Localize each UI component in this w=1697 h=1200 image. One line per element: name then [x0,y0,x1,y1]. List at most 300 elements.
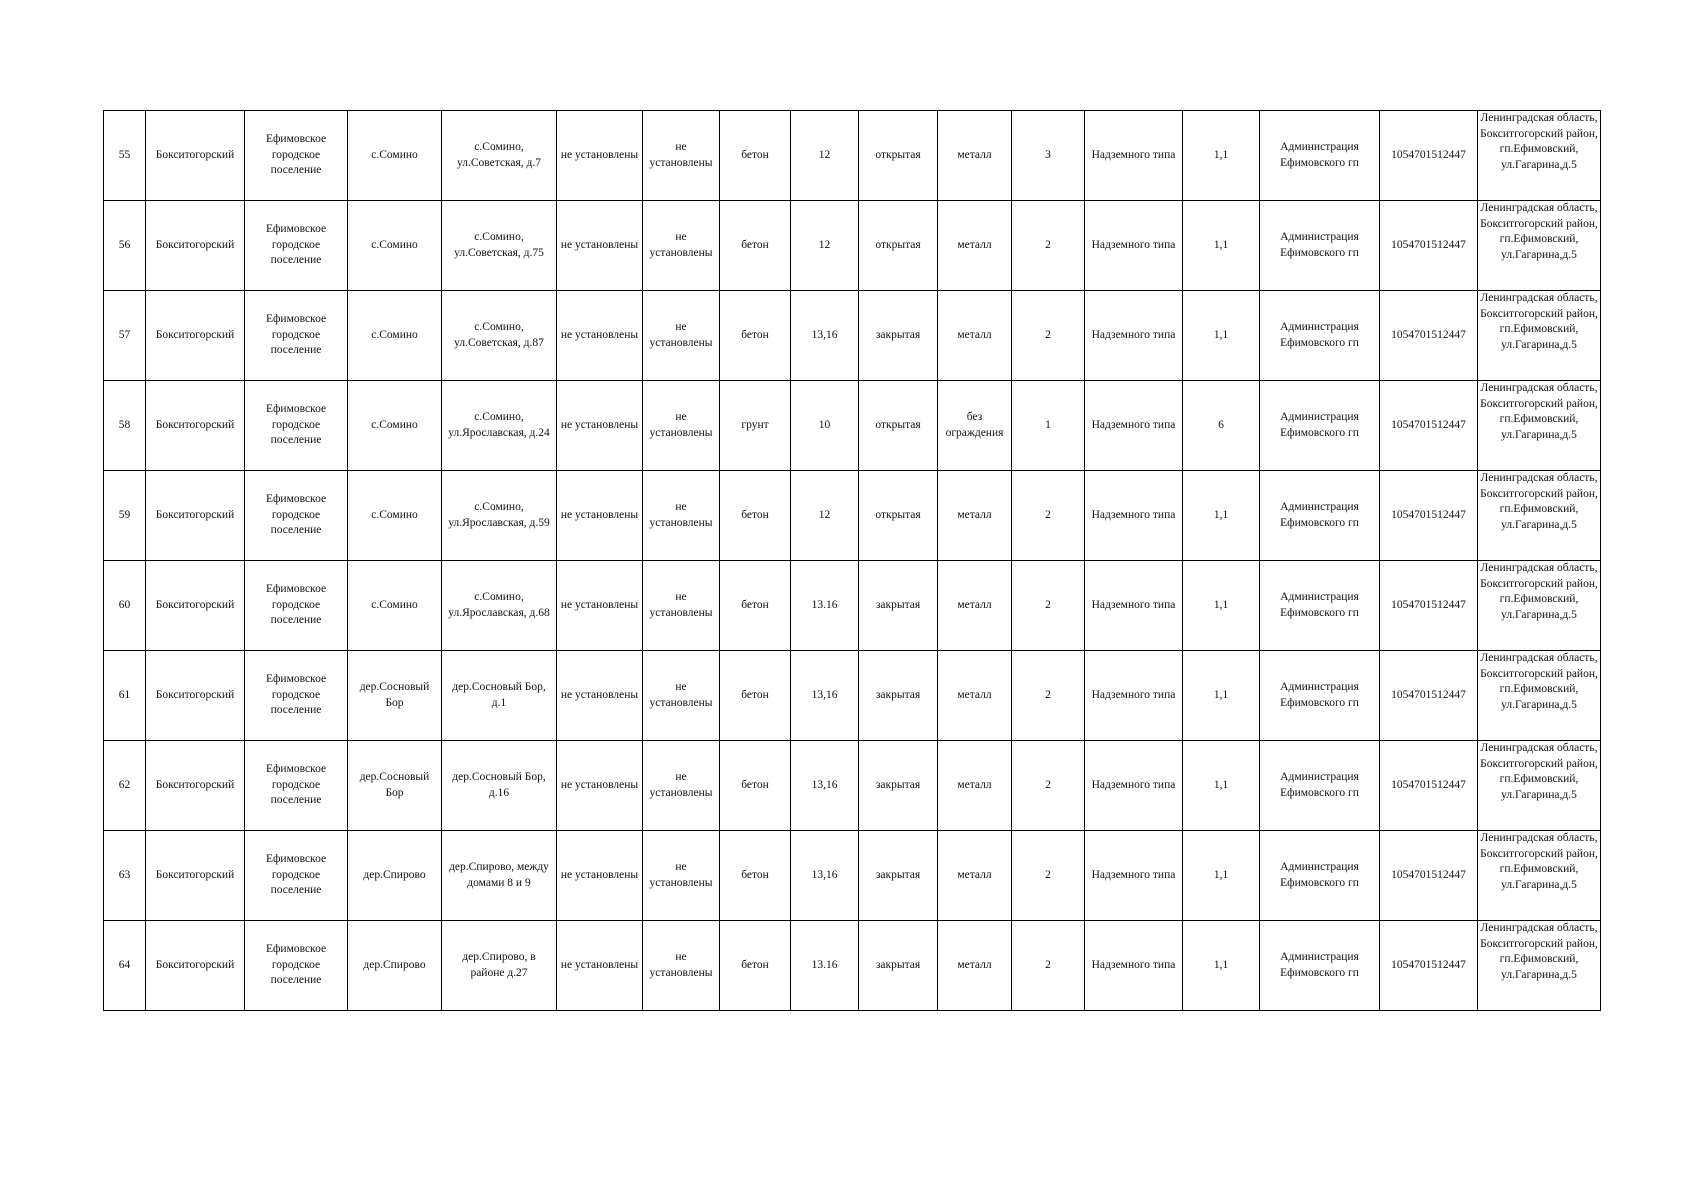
fence-text: металл [957,958,992,971]
address-cell [442,381,557,471]
locality-cell [348,561,442,651]
locality-text: с.Сомино [371,238,418,251]
fence-cell [938,561,1012,651]
owner-address-cell [1478,921,1601,1011]
latitude-text: не установлены [560,328,639,341]
container-count-text: 3 [1045,148,1051,161]
district-text: Бокситогорский [155,508,235,521]
site-type-cell [859,831,938,921]
owner-address-text: Ленинградская область, Бокситгогорский район, гп.Ефимовский, ул.Гагарина,д.5 [1480,472,1598,531]
table-body [104,111,1601,1011]
site-type-text: закрытая [875,688,921,701]
ogrn-text: 1054701512447 [1391,238,1466,251]
longitude-text: не установлены [649,861,713,889]
volume-text: 1,1 [1213,688,1229,701]
fence-cell [938,291,1012,381]
table-row [104,921,1601,1011]
fence-text: металл [957,868,992,881]
container-count-text: 2 [1045,688,1051,701]
fence-cell [938,471,1012,561]
longitude-cell [643,111,720,201]
row-number-cell [104,831,146,921]
container-type-cell [1085,831,1183,921]
table-row [104,831,1601,921]
site-type-cell [859,561,938,651]
owner-address-cell [1478,561,1601,651]
surface-text: бетон [741,328,769,341]
settlement-text: Ефимовское городское поселение [265,133,327,177]
fence-cell [938,111,1012,201]
longitude-text: не установлены [649,681,713,709]
settlement-cell [245,471,348,561]
owner-address-text: Ленинградская область, Бокситгогорский район, гп.Ефимовский, ул.Гагарина,д.5 [1480,292,1598,351]
owner-address-text: Ленинградская область, Бокситгогорский район, гп.Ефимовский, ул.Гагарина,д.5 [1480,562,1598,621]
address-cell [442,921,557,1011]
surface-cell [720,831,791,921]
area-text: 13.16 [811,958,838,971]
container-count-text: 1 [1045,418,1051,431]
fence-text: металл [957,238,992,251]
latitude-cell [557,201,643,291]
area-text: 10 [818,418,831,431]
owner-address-cell [1478,111,1601,201]
container-count-cell [1012,561,1085,651]
site-type-text: открытая [875,418,921,431]
table-row [104,561,1601,651]
longitude-cell [643,291,720,381]
row-number-cell [104,201,146,291]
latitude-cell [557,741,643,831]
longitude-cell [643,741,720,831]
volume-cell [1183,291,1260,381]
row-number-cell [104,291,146,381]
container-count-cell [1012,381,1085,471]
owner-cell [1260,921,1380,1011]
area-text: 12 [818,508,831,521]
fence-text: металл [957,508,992,521]
surface-cell [720,381,791,471]
owner-address-text: Ленинградская область, Бокситгогорский район, гп.Ефимовский, ул.Гагарина,д.5 [1480,832,1598,891]
surface-text: бетон [741,778,769,791]
row-number-text: 59 [118,508,131,521]
address-cell [442,291,557,381]
longitude-cell [643,561,720,651]
address-text: дер.Спирово, в районе д.27 [462,951,536,979]
area-cell [791,111,859,201]
area-text: 13,16 [811,688,838,701]
address-text: с.Сомино, ул.Ярославская, д.59 [448,501,550,529]
owner-cell [1260,561,1380,651]
volume-cell [1183,381,1260,471]
row-number-text: 63 [118,868,131,881]
longitude-cell [643,201,720,291]
site-type-text: открытая [875,508,921,521]
address-text: дер.Сосновый Бор, д.1 [452,681,546,709]
site-type-cell [859,741,938,831]
district-cell [146,381,245,471]
address-text: дер.Сосновый Бор, д.16 [452,771,546,799]
area-text: 12 [818,148,831,161]
locality-text: дер.Сосновый Бор [359,771,430,799]
area-cell [791,651,859,741]
row-number-text: 62 [118,778,131,791]
row-number-text: 64 [118,958,131,971]
ogrn-cell [1380,471,1478,561]
volume-cell [1183,561,1260,651]
surface-cell [720,921,791,1011]
latitude-text: не установлены [560,418,639,431]
address-cell [442,651,557,741]
site-type-cell [859,471,938,561]
table-row [104,651,1601,741]
row-number-text: 60 [118,598,131,611]
address-text: дер.Спирово, между домами 8 и 9 [449,861,549,889]
owner-address-text: Ленинградская область, Бокситгогорский район, гп.Ефимовский, ул.Гагарина,д.5 [1480,742,1598,801]
locality-cell [348,291,442,381]
ogrn-cell [1380,111,1478,201]
owner-text: Администрация Ефимовского гп [1280,141,1359,169]
district-text: Бокситогорский [155,418,235,431]
container-count-cell [1012,111,1085,201]
longitude-text: не установлены [649,591,713,619]
container-count-cell [1012,921,1085,1011]
row-number-cell [104,561,146,651]
locality-cell [348,741,442,831]
ogrn-cell [1380,741,1478,831]
site-type-cell [859,111,938,201]
container-type-cell [1085,381,1183,471]
owner-address-cell [1478,381,1601,471]
row-number-text: 55 [118,148,131,161]
container-count-cell [1012,651,1085,741]
fence-cell [938,381,1012,471]
surface-text: бетон [741,148,769,161]
site-type-text: закрытая [875,868,921,881]
surface-text: бетон [741,598,769,611]
district-cell [146,291,245,381]
district-text: Бокситогорский [155,148,235,161]
district-text: Бокситогорский [155,598,235,611]
owner-text: Администрация Ефимовского гп [1280,591,1359,619]
ogrn-cell [1380,921,1478,1011]
settlement-text: Ефимовское городское поселение [265,853,327,897]
owner-address-cell [1478,741,1601,831]
locality-text: с.Сомино [371,328,418,341]
ogrn-cell [1380,381,1478,471]
fence-cell [938,831,1012,921]
owner-cell [1260,201,1380,291]
table-row [104,201,1601,291]
longitude-text: не установлены [649,411,713,439]
fence-text: металл [957,598,992,611]
fence-text: металл [957,688,992,701]
volume-text: 1,1 [1213,778,1229,791]
locality-cell [348,111,442,201]
fence-cell [938,741,1012,831]
district-text: Бокситогорский [155,868,235,881]
longitude-cell [643,381,720,471]
longitude-cell [643,921,720,1011]
container-count-cell [1012,741,1085,831]
site-type-text: закрытая [875,328,921,341]
locality-text: дер.Сосновый Бор [359,681,430,709]
surface-cell [720,471,791,561]
address-text: с.Сомино, ул.Советская, д.7 [456,141,542,169]
container-count-cell [1012,471,1085,561]
ogrn-cell [1380,831,1478,921]
latitude-cell [557,651,643,741]
latitude-text: не установлены [560,238,639,251]
locality-text: дер.Спирово [363,958,426,971]
owner-text: Администрация Ефимовского гп [1280,321,1359,349]
area-cell [791,471,859,561]
table-row [104,111,1601,201]
settlement-cell [245,741,348,831]
ogrn-text: 1054701512447 [1391,508,1466,521]
owner-address-text: Ленинградская область, Бокситгогорский район, гп.Ефимовский, ул.Гагарина,д.5 [1480,382,1598,441]
surface-text: бетон [741,868,769,881]
settlement-cell [245,381,348,471]
row-number-cell [104,111,146,201]
longitude-text: не установлены [649,951,713,979]
address-cell [442,111,557,201]
locality-text: с.Сомино [371,508,418,521]
ogrn-text: 1054701512447 [1391,598,1466,611]
district-cell [146,561,245,651]
district-cell [146,741,245,831]
owner-cell [1260,471,1380,561]
container-type-cell [1085,741,1183,831]
address-cell [442,201,557,291]
row-number-cell [104,381,146,471]
longitude-text: не установлены [649,141,713,169]
container-count-text: 2 [1045,238,1051,251]
ogrn-text: 1054701512447 [1391,148,1466,161]
site-type-text: закрытая [875,958,921,971]
ogrn-text: 1054701512447 [1391,868,1466,881]
container-count-text: 2 [1045,958,1051,971]
district-text: Бокситогорский [155,328,235,341]
row-number-cell [104,741,146,831]
latitude-cell [557,111,643,201]
table-row [104,741,1601,831]
container-type-cell [1085,651,1183,741]
site-type-cell [859,291,938,381]
settlement-cell [245,291,348,381]
area-cell [791,291,859,381]
container-type-cell [1085,111,1183,201]
settlement-cell [245,921,348,1011]
area-text: 13,16 [811,868,838,881]
address-cell [442,561,557,651]
surface-text: бетон [741,688,769,701]
container-type-cell [1085,201,1183,291]
owner-cell [1260,381,1380,471]
owner-address-cell [1478,471,1601,561]
settlement-text: Ефимовское городское поселение [265,493,327,537]
registry-table [103,110,1601,1011]
district-cell [146,921,245,1011]
area-text: 13.16 [811,598,838,611]
longitude-cell [643,651,720,741]
latitude-text: не установлены [560,508,639,521]
volume-text: 1,1 [1213,328,1229,341]
surface-text: бетон [741,958,769,971]
container-count-text: 2 [1045,778,1051,791]
longitude-text: не установлены [649,771,713,799]
container-type-text: Надземного типа [1091,688,1176,701]
latitude-cell [557,381,643,471]
district-text: Бокситогорский [155,778,235,791]
address-cell [442,741,557,831]
fence-text: металл [957,328,992,341]
locality-cell [348,921,442,1011]
site-type-cell [859,201,938,291]
site-type-text: открытая [875,238,921,251]
area-cell [791,831,859,921]
volume-text: 1,1 [1213,238,1229,251]
container-type-text: Надземного типа [1091,238,1176,251]
surface-text: бетон [741,508,769,521]
container-count-cell [1012,831,1085,921]
row-number-cell [104,921,146,1011]
site-type-text: закрытая [875,778,921,791]
surface-cell [720,741,791,831]
ogrn-cell [1380,201,1478,291]
row-number-text: 58 [118,418,131,431]
locality-text: с.Сомино [371,418,418,431]
fence-cell [938,201,1012,291]
settlement-cell [245,111,348,201]
district-cell [146,471,245,561]
area-cell [791,561,859,651]
owner-address-text: Ленинградская область, Бокситгогорский район, гп.Ефимовский, ул.Гагарина,д.5 [1480,112,1598,171]
area-cell [791,921,859,1011]
locality-cell [348,651,442,741]
surface-cell [720,561,791,651]
volume-text: 6 [1218,418,1224,431]
volume-cell [1183,111,1260,201]
latitude-cell [557,561,643,651]
container-type-text: Надземного типа [1091,508,1176,521]
owner-address-text: Ленинградская область, Бокситгогорский район, гп.Ефимовский, ул.Гагарина,д.5 [1480,652,1598,711]
fence-cell [938,921,1012,1011]
district-cell [146,111,245,201]
surface-text: грунт [741,418,769,431]
address-cell [442,471,557,561]
volume-cell [1183,651,1260,741]
fence-text: металл [957,148,992,161]
container-type-cell [1085,921,1183,1011]
container-type-text: Надземного типа [1091,868,1176,881]
owner-cell [1260,291,1380,381]
district-cell [146,831,245,921]
locality-text: с.Сомино [371,148,418,161]
volume-text: 1,1 [1213,508,1229,521]
latitude-text: не установлены [560,598,639,611]
owner-text: Администрация Ефимовского гп [1280,681,1359,709]
row-number-text: 57 [118,328,131,341]
fence-text: металл [957,778,992,791]
container-count-text: 2 [1045,508,1051,521]
settlement-text: Ефимовское городское поселение [265,943,327,987]
table-row [104,381,1601,471]
owner-cell [1260,741,1380,831]
latitude-cell [557,921,643,1011]
site-type-cell [859,651,938,741]
latitude-text: не установлены [560,778,639,791]
longitude-text: не установлены [649,501,713,529]
district-cell [146,651,245,741]
latitude-cell [557,471,643,561]
locality-text: дер.Спирово [363,868,426,881]
longitude-cell [643,831,720,921]
area-text: 12 [818,238,831,251]
settlement-text: Ефимовское городское поселение [265,223,327,267]
site-type-cell [859,921,938,1011]
row-number-text: 56 [118,238,131,251]
container-count-text: 2 [1045,598,1051,611]
container-type-text: Надземного типа [1091,148,1176,161]
fence-text: без ограждения [945,411,1004,439]
settlement-cell [245,561,348,651]
container-count-text: 2 [1045,868,1051,881]
locality-cell [348,471,442,561]
ogrn-cell [1380,651,1478,741]
volume-text: 1,1 [1213,958,1229,971]
volume-cell [1183,921,1260,1011]
container-type-text: Надземного типа [1091,598,1176,611]
site-type-text: закрытая [875,598,921,611]
container-type-text: Надземного типа [1091,418,1176,431]
longitude-text: не установлены [649,321,713,349]
longitude-text: не установлены [649,231,713,259]
latitude-text: не установлены [560,958,639,971]
settlement-text: Ефимовское городское поселение [265,583,327,627]
container-count-text: 2 [1045,328,1051,341]
area-text: 13,16 [811,328,838,341]
surface-cell [720,291,791,381]
area-cell [791,201,859,291]
latitude-cell [557,831,643,921]
ogrn-cell [1380,561,1478,651]
latitude-text: не установлены [560,148,639,161]
container-type-text: Надземного типа [1091,778,1176,791]
address-text: с.Сомино, ул.Ярославская, д.68 [448,591,550,619]
settlement-cell [245,651,348,741]
owner-cell [1260,651,1380,741]
ogrn-text: 1054701512447 [1391,328,1466,341]
settlement-cell [245,831,348,921]
ogrn-text: 1054701512447 [1391,958,1466,971]
owner-address-text: Ленинградская область, Бокситгогорский район, гп.Ефимовский, ул.Гагарина,д.5 [1480,922,1598,981]
volume-cell [1183,471,1260,561]
settlement-text: Ефимовское городское поселение [265,313,327,357]
settlement-text: Ефимовское городское поселение [265,403,327,447]
row-number-cell [104,651,146,741]
settlement-cell [245,201,348,291]
locality-cell [348,201,442,291]
longitude-cell [643,471,720,561]
district-text: Бокситогорский [155,958,235,971]
owner-text: Администрация Ефимовского гп [1280,771,1359,799]
owner-text: Администрация Ефимовского гп [1280,861,1359,889]
address-text: с.Сомино, ул.Советская, д.75 [454,231,544,259]
owner-address-text: Ленинградская область, Бокситгогорский район, гп.Ефимовский, ул.Гагарина,д.5 [1480,202,1598,261]
owner-cell [1260,111,1380,201]
container-type-cell [1085,291,1183,381]
address-text: с.Сомино, ул.Ярославская, д.24 [448,411,550,439]
